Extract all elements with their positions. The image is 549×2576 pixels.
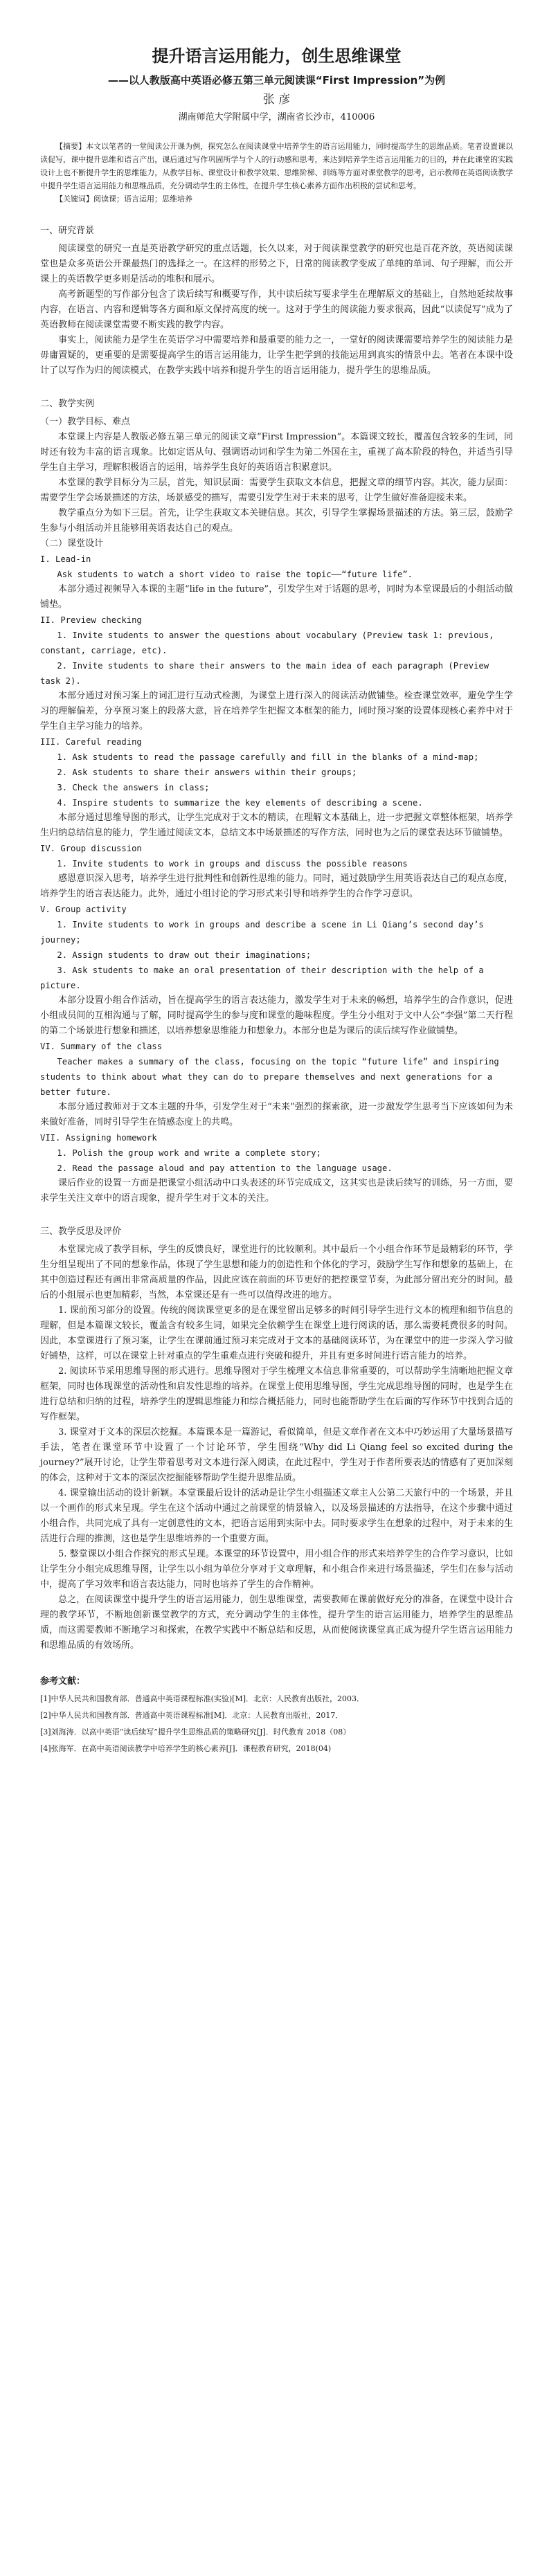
paragraph: 4. 课堂输出活动的设计新颖。本堂课最后设计的活动是让学生小组描述文章主人公第二天旅行中的一个场景，并且以一个画作的形式来呈现。学生在这个活动中通过之前课堂的情景输入，以及场景描述的方法指导，在这个步骤中通过小组合作，共同完成了具有一定创意性的文本，把语言运用到实际中去。同时要求学生在想象的过程中，对于未来的生活进行合理的推测，这也是学生思维培养的一个重要方面。: [40, 1488, 513, 1544]
reference-item: [3]刘海涛．以高中英语“读后续写”提升学生思维品质的策略研究[J]．时代教育 2018（08）: [40, 1727, 351, 1736]
paragraph: 高考新题型的写作部分包含了读后续写和概要写作，其中读后续写要求学生在理解原文的基础上，自然地延续故事内容，在语言、内容和逻辑等各方面和原文保持高度的统一。这对于学生的阅读能力要求很高，因此“以读促写”成为了英语教师在阅读课堂需要不断实践的教学内容。: [40, 289, 513, 330]
step-commentary: 本部分通过对预习案上的词汇进行互动式检测，为课堂上进行深入的阅读活动做铺垫。检查课堂效率，避免学生学习的理解偏差，分享预习案上的段落大意，旨在培养学生把握文本框架的能力，同时预习案的设置体现核心素养中对于学生自主学习能力的培养。: [40, 691, 513, 732]
paragraph: 本堂课上内容是人教版必修五第三单元的阅读文章“First Impression”。本篇课文较长，覆盖包含较多的生词，同时还有较为丰富的语言现象。比如定语从句、强调语动词和学生为第二外国在主，重视了高本阶段的特色，并适当引导学生自主学习，理解积极语言的运用，培养学生良好的英语语言积累意识。: [40, 432, 513, 473]
step-heading-lead-in: I. Lead-in: [40, 554, 91, 564]
step-instruction: 2. Read the passage aloud and pay attention to the language usage.: [57, 1163, 393, 1173]
paragraph: 本堂课完成了教学目标，学生的反馈良好，课堂进行的比较顺利。其中最后一个小组合作环节是最精彩的环节，学生分组呈现出了不同的想象作品，体现了学生思想和能力的创造性和个体化的学习，鼓励学生写作和想象的基础上，在其中创造过程还有画出非常高质量的作品，因此应该在前面的环节更好的把控课堂节奏，为此部分留出充分的时间。最后的小组展示也更加精彩，当然，本堂课还是有一些可以值得改进的地方。: [40, 1244, 513, 1300]
paragraph: 阅读课堂的研究一直是英语教学研究的重点话题，长久以来，对于阅读课堂教学的研究也是百花齐放，英语阅读课堂也是众多英语公开课最热门的选择之一。在这样的形势之下，日常的阅读教学变成了单纯的单词、句子理解，而公开课上的英语教学更多则是活动的堆积和展示。: [40, 244, 513, 284]
paragraph: 1. 课前预习部分的设置。传统的阅读课堂更多的是在课堂留出足够多的时间引导学生进行文本的梳理和细节信息的理解，但是本篇课文较长，覆盖含有较多生词，如果完全依赖学生在课堂上进行阅读的话，那么需要耗费很多的时间。因此，本堂课进行了预习案，让学生在课前通过预习来完成对于文本的基础阅读环节，为在课堂中的进一步深入学习做好铺垫，这样，可以在课堂上针对重点的学生重难点进行突破和提升，并且有更多时间进行语言能力的培养。: [40, 1305, 513, 1361]
step-instruction: 4. Inspire students to summarize the key elements of describing a scene.: [57, 798, 423, 808]
step-instruction: 2. Assign students to draw out their imaginations;: [57, 950, 312, 960]
article-subtitle: ——以人教版高中英语必修五第三单元阅读课“First Impression”为例: [107, 74, 446, 87]
paragraph: 事实上，阅读能力是学生在英语学习中需要培养和最重要的能力之一，一堂好的阅读课需要培养学生的阅读能力是毋庸置疑的，更重要的是需要提高学生的语言运用能力，让学生把学到的技能运用到真实的情景中去。笔者在本课中设计了以写作为归的阅读模式，在教学实践中培养和提升学生的语言运用能力，提升学生的思维品质。: [40, 335, 513, 376]
reference-item: [2]中华人民共和国教育部．普通高中英语课程标准[M]．北京：人民教育出版社，2017．: [40, 1711, 343, 1720]
section-heading-teaching-example: 二、教学实例: [40, 399, 95, 409]
reference-item: [1]中华人民共和国教育部．普通高中英语课程标准(实验)[M]．北京：人民教育出版社，2003．: [40, 1694, 365, 1703]
step-instruction: 3. Check the answers in class;: [57, 783, 210, 792]
paragraph: 3. 课堂对于文本的深层次挖掘。本篇课本是一篇游记，看似简单，但是文章作者在文本中巧妙运用了大量场景描写手法，笔者在课堂环节中设置了一个讨论环节，学生围绕“Why did Li Qiang feel so excited during the journey?”展开讨论，让学生带着思考对文本进行深入阅读，在此过程中，学生对于作者所要表达的情感有了更加深刻的体会，这种对于文本的深层次挖掘能够帮助学生提升思维品质。: [40, 1427, 513, 1483]
step-commentary: 本部分通过思维导图的形式，让学生完成对于文本的精读，在理解文本基础上，进一步把握文章整体框架，培养学生归纳总结信息的能力，学生通过阅读文本，总结文本中场景描述的写作方法，同时也为之后的课堂表达环节做铺垫。: [40, 813, 513, 838]
paragraph: 本堂课的教学目标分为三层，首先，知识层面：需要学生获取文本信息，把握文章的细节内容。其次，能力层面：需要学生学会场景描述的方法，场景感受的描写，需要引发学生对于未来的思考，让学生做好准备迎接未来。: [40, 478, 513, 503]
step-commentary: 课后作业的设置一方面是把课堂小组活动中口头表述的环节完成成文，这其实也是读后续写的训练，另一方面，要求学生关注文章中的语言现象，提升学生对于文本的关注。: [40, 1178, 513, 1204]
step-heading-summary: VI. Summary of the class: [40, 1042, 163, 1051]
step-commentary: 本部分通过教师对于文本主题的升华，引发学生对于“未来”强烈的探索欲，进一步激发学生思考当下应该如何为未来做好准备，同时引导学生在情感态度上的共鸣。: [40, 1102, 513, 1127]
step-instruction: Teacher makes a summary of the class, focusing on the topic “future life” and inspiring students to think about what they can do to prepare themselves and next generations for a better future.: [40, 1057, 499, 1097]
author-affiliation: 湖南师范大学附属中学，湖南省长沙市，410006: [178, 112, 375, 123]
step-instruction: 1. Polish the group work and write a complete story;: [57, 1148, 321, 1158]
subsection-heading-design: （二）课堂设计: [40, 538, 104, 549]
step-instruction: 1. Invite students to work in groups and discuss the possible reasons: [57, 859, 408, 869]
step-heading-group-activity: V. Group activity: [40, 905, 127, 914]
step-instruction: 1. Ask students to read the passage carefully and fill in the blanks of a mind-map;: [57, 752, 479, 762]
paragraph: 2. 阅读环节采用思维导图的形式进行。思维导图对于学生梳理文本信息非常重要的，可以帮助学生清晰地把握文章框架，同时也体现课堂的活动性和启发性思维的培养。在课堂上使用思维导图，学生完成思维导图的同时，也是学生在进行总结和归纳的过程，培养学生的逻辑思维能力和综合概括能力，同时也能帮助学生在后面的写作环节中找到合适的写作框架。: [40, 1366, 513, 1422]
reference-item: [4]张海军．在高中英语阅读教学中培养学生的核心素养[J]．课程教育研究，2018(04): [40, 1744, 332, 1753]
step-heading-homework: VII. Assigning homework: [40, 1133, 157, 1143]
step-instruction: 3. Ask students to make an oral presentation of their description with the help of a picture.: [40, 965, 484, 990]
step-instruction: 2. Invite students to share their answers to the main idea of each paragraph (Preview task 2).: [40, 661, 489, 686]
step-instruction: 1. Invite students to answer the questions about vocabulary (Preview task 1: previous, constant, carriage, etc).: [40, 631, 494, 655]
step-heading-group-discussion: IV. Group discussion: [40, 844, 142, 853]
keywords: 【关键词】阅读课；语言运用；思维培养: [55, 194, 192, 203]
step-commentary: 本部分设置小组合作活动，旨在提高学生的语言表达能力，激发学生对于未来的畅想，培养学生的合作意识，促进小组成员间的互相沟通与了解，同时提高学生的参与度和课堂的趣味程度。学生分小组对于文中人公“李强”第二天行程的第二个场景进行想象和描述，以培养想象思维能力和想象力。本部分也是为课后的读后续写作业做铺垫。: [40, 995, 513, 1036]
section-heading-reflection: 三、教学反思及评价: [40, 1226, 122, 1237]
subsection-heading-goals: （一）教学目标、难点: [40, 417, 131, 427]
step-instruction: 1. Invite students to work in groups and describe a scene in Li Qiang’s second day’s journey;: [40, 920, 484, 945]
paragraph: 教学重点分为如下三层。首先，让学生获取文本关键信息。其次，引导学生掌握场景描述的方法。第三层，鼓励学生参与小组活动并且能够用英语表达自己的观点。: [40, 508, 513, 534]
article-title: 提升语言运用能力，创生思维课堂: [152, 46, 402, 66]
paragraph: 5. 整堂课以小组合作探究的形式呈现。本课堂的环节设置中，用小组合作的形式来培养学生的合作学习意识，比如让学生分小组完成思维导图，让学生以小组为单位分享对于文章理解，和小组合作来进行场景描述，学生们在参与活动中，提高了学习效率和语言表达能力，同时也培养了学生的合作精神。: [40, 1549, 513, 1590]
author-name: 张 彦: [262, 93, 291, 107]
step-instruction: 2. Ask students to share their answers within their groups;: [57, 768, 357, 777]
abstract: 【摘要】本文以笔者的一堂阅读公开课为例，探究怎么在阅读课堂中培养学生的语言运用能力，同时提高学生的思维品质。笔者设置课以读促写，课中提升思维和语言产出，课后通过写作巩固所学与个人的行动感和思考，来达到培养学生语言运用能力的目的，并在此课堂的实践设计上也不断提升学生的思维能力，从教学目标、课堂设计和教学效果、思维阶梯、训练等方面对课堂教学的思考，启示教师在英语阅读教学中提升学生语言运用能力和思维品质，充分调动学生的主体性，在提升学生核心素养方面作出积极的尝试和思考。: [40, 142, 513, 190]
section-heading-background: 一、研究背景: [40, 226, 95, 236]
step-heading-preview: II. Preview checking: [40, 615, 142, 625]
paragraph: 总之，在阅读课堂中提升学生的语言运用能力，创生思维课堂，需要教师在课前做好充分的准备，在课堂中设计合理的教学环节，不断地创新课堂教学的方式，充分调动学生的主体性，提升学生的语言运用能力，培养学生的思维品质，而这需要教师不断地学习和探索，在教学实践中不断总结和反思，从而使阅读课堂真正成为提升学生语言运用能力和思维品质的有效场所。: [40, 1595, 513, 1651]
step-heading-careful-reading: III. Careful reading: [40, 737, 142, 747]
step-instruction: Ask students to watch a short video to raise the topic——“future life”.: [57, 570, 413, 579]
references-heading: 参考文献：: [40, 1676, 86, 1687]
step-commentary: 感恩意识深入思考，培养学生进行批判性和创新性思维的能力。同时，通过鼓励学生用英语表达自己的观点态度，培养学生的语言表达能力。此外，通过小组讨论的学习形式来引导和培养学生的合作学习意识。: [40, 873, 513, 899]
step-commentary: 本部分通过视频导入本课的主题“life in the future”，引发学生对于话题的思考，同时为本堂课最后的小组活动做铺垫。: [40, 584, 513, 610]
